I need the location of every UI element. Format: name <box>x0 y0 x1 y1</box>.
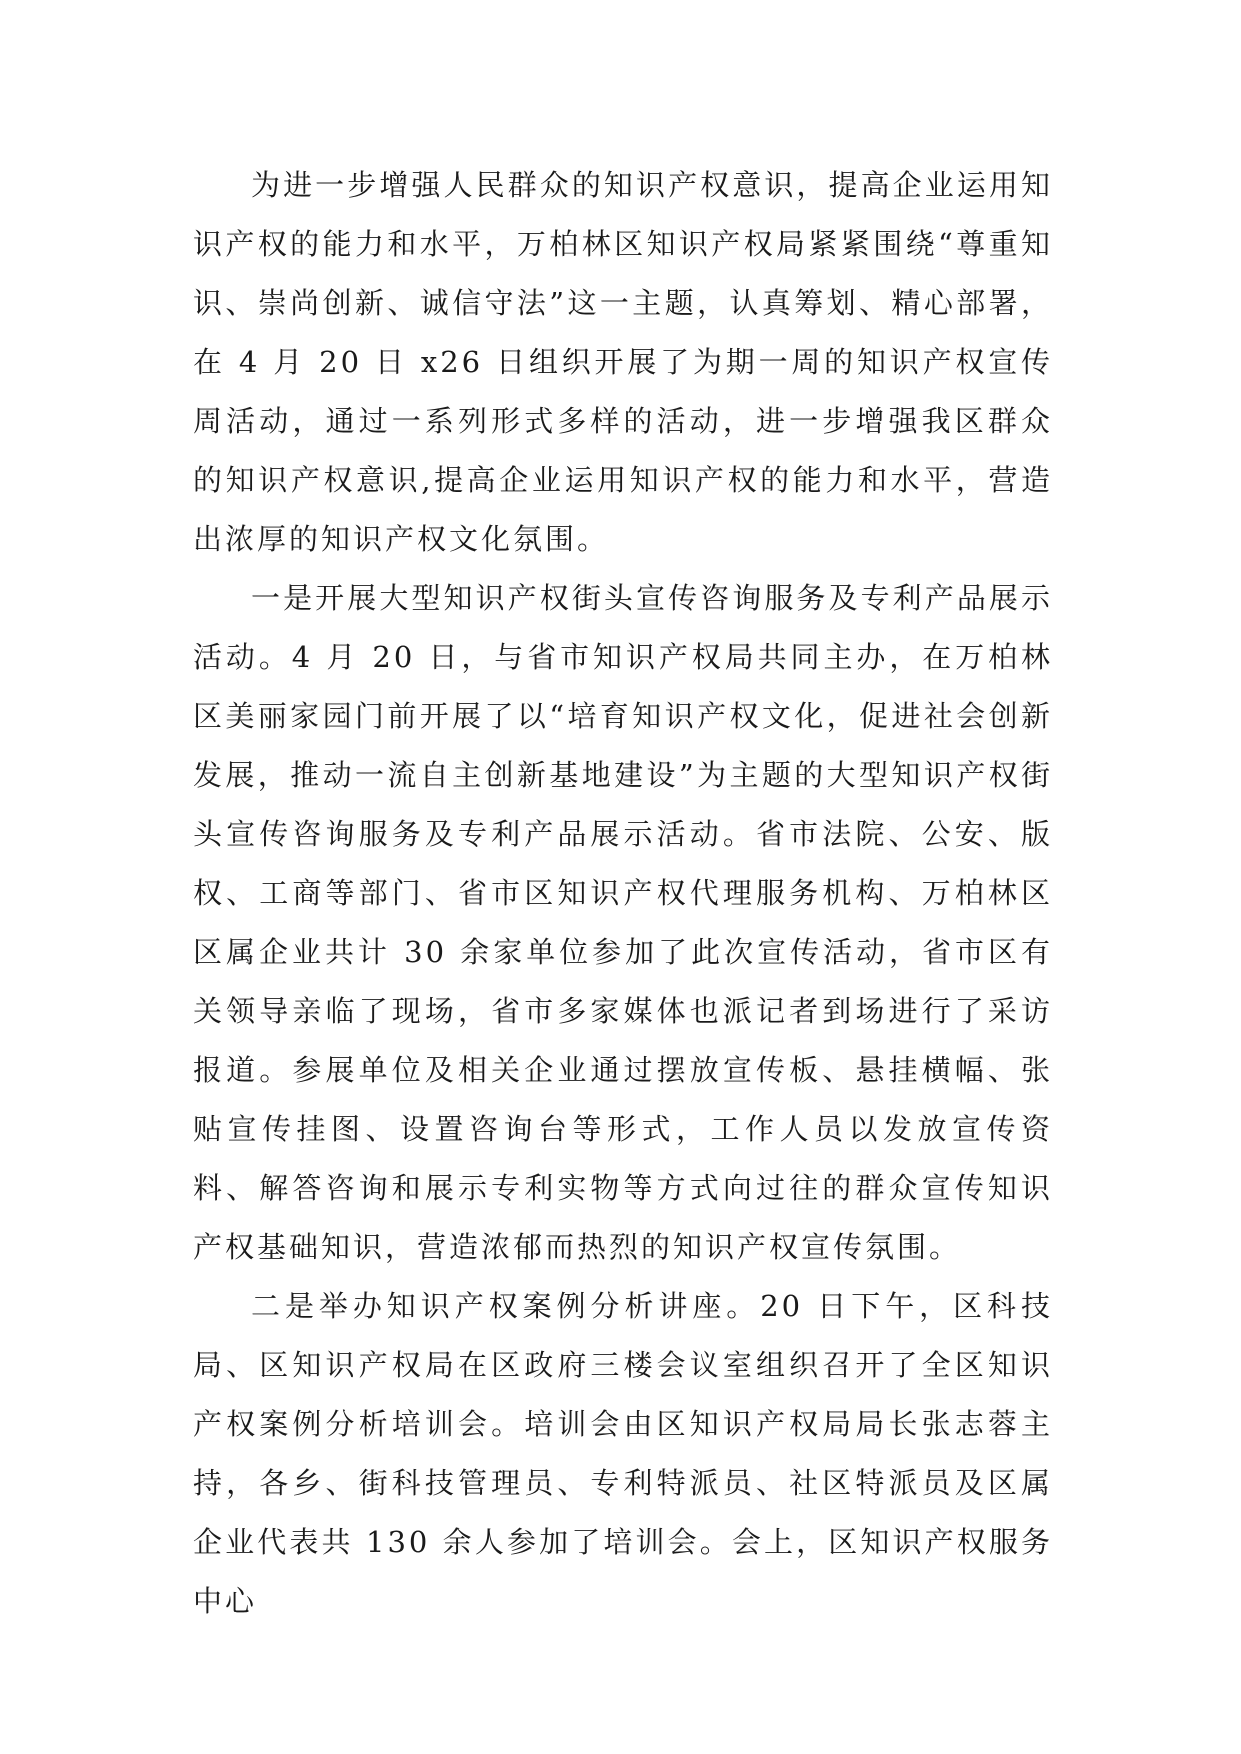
document-body <box>193 156 1053 1631</box>
paragraph-street-promotion: 一是开展大型知识产权街头宣传咨询服务及专利产品展示活动。4 月 20 日，与省市知识产权局共同主办，在万柏林区美丽家园门前开展了以“培育知识产权文化，促进社会创新发展，推动一流自主创新基地建设”为主题的大型知识产权街头宣传咨询服务及专利产品展示活动。省市法院、公安、版权、工商等部门、省市区知识产权代理服务机构、万柏林区区属企业共计 30 余家单位参加了此次宣传活动，省市区有关领导亲临了现场，省市多家媒体也派记者到场进行了采访报道。参展单位及相关企业通过摆放宣传板、悬挂横幅、张贴宣传挂图、设置咨询台等形式，工作人员以发放宣传资料、解答咨询和展示专利实物等方式向过往的群众宣传知识产权基础知识，营造浓郁而热烈的知识产权宣传氛围。 <box>193 581 1053 1264</box>
paragraph-intro: 为进一步增强人民群众的知识产权意识，提高企业运用知识产权的能力和水平，万柏林区知识产权局紧紧围绕“尊重知识、崇尚创新、诚信守法”这一主题，认真筹划、精心部署，在 4 月 20 日 x26 日组织开展了为期一周的知识产权宣传周活动，通过一系列形式多样的活动，进一步增强我区群众的知识产权意识,提高企业运用知识产权的能力和水平，营造出浓厚的知识产权文化氛围。 <box>193 168 1053 556</box>
paragraph-case-lecture: 二是举办知识产权案例分析讲座。20 日下午，区科技局、区知识产权局在区政府三楼会议室组织召开了全区知识产权案例分析培训会。培训会由区知识产权局局长张志蓉主持，各乡、街科技管理员、专利特派员、社区特派员及区属企业代表共 130 余人参加了培训会。会上，区知识产权服务中心 <box>193 1289 1053 1618</box>
